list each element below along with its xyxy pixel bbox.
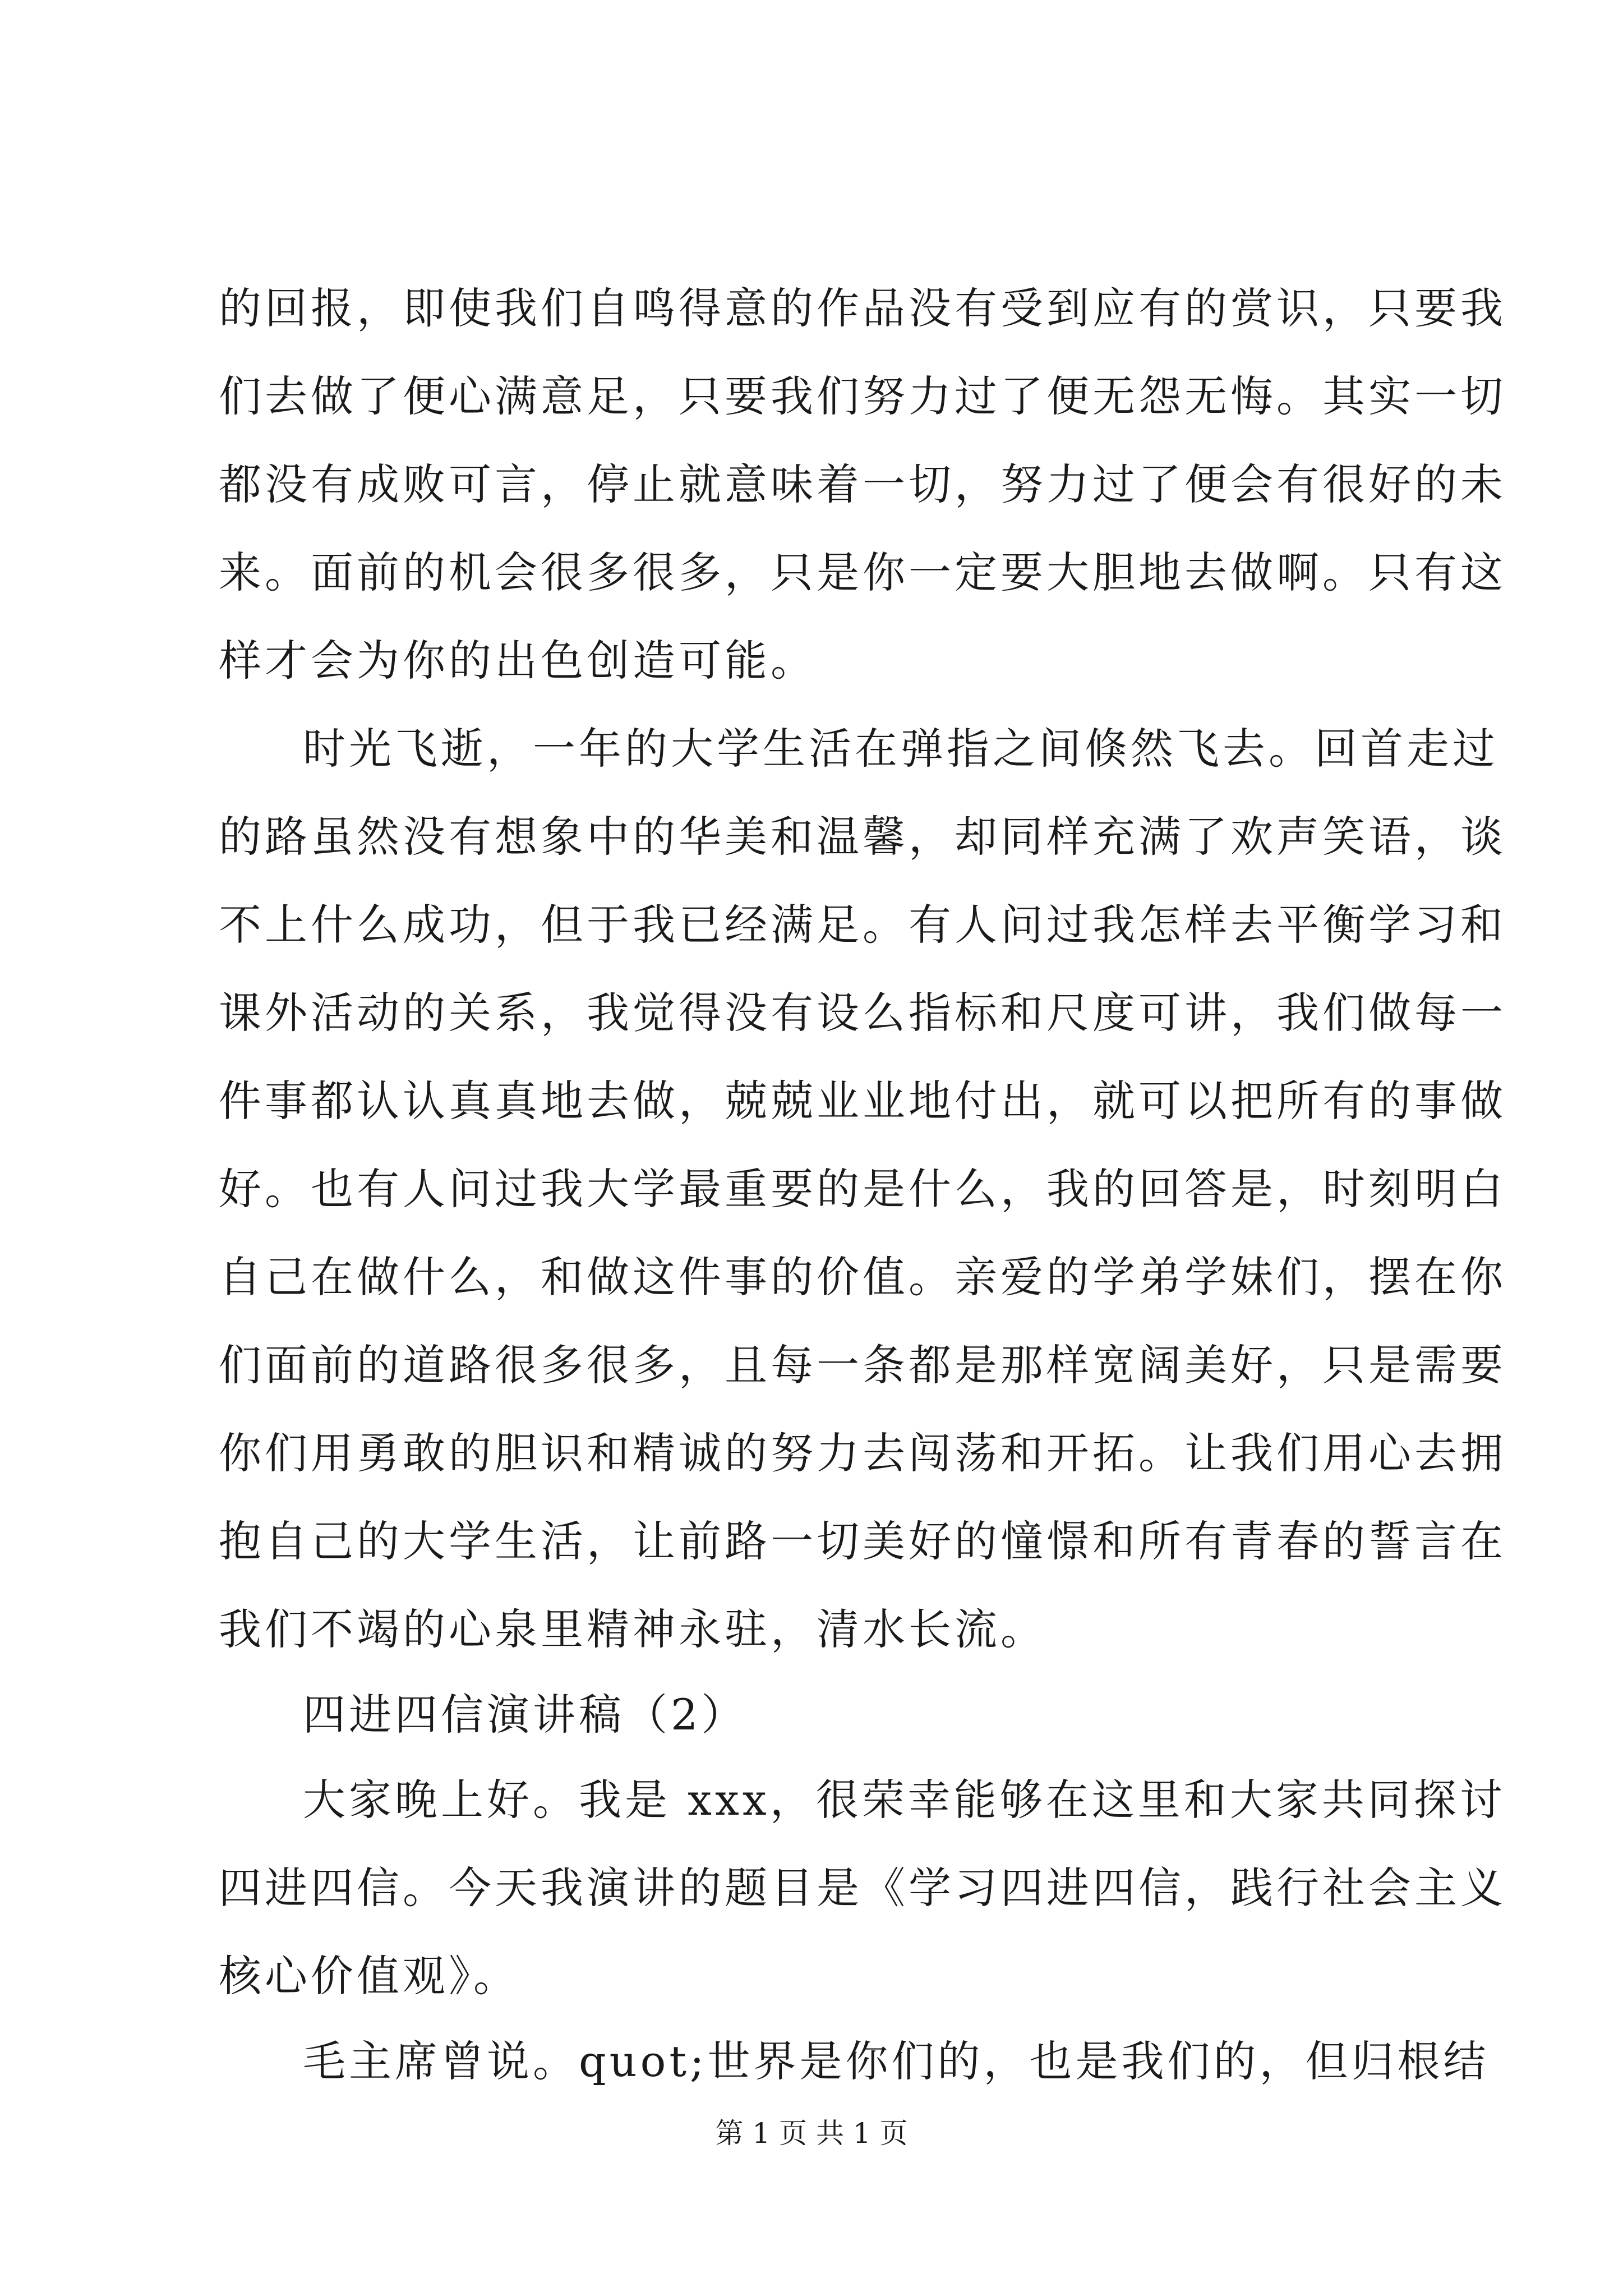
- text-line: 抱自己的大学生活，让前路一切美好的憧憬和所有青春的誓言在: [219, 1516, 1506, 1566]
- text-line: 课外活动的关系，我觉得没有设么指标和尺度可讲，我们做每一: [219, 988, 1506, 1038]
- text-line: 好。也有人问过我大学最重要的是什么，我的回答是，时刻明白: [219, 1164, 1506, 1214]
- text-line: 不上什么成功，但于我已经满足。有人问过我怎样去平衡学习和: [219, 900, 1506, 950]
- text-line: 自己在做什么，和做这件事的价值。亲爱的学弟学妹们，摆在你: [219, 1252, 1506, 1302]
- page-footer: 第 1 页 共 1 页: [715, 2117, 908, 2150]
- section-heading: 四进四信演讲稿（2）: [303, 1690, 748, 1740]
- paragraph-first-line: 时光飞逝，一年的大学生活在弹指之间倏然飞去。回首走过: [303, 724, 1498, 774]
- paragraph-first-line: 毛主席曾说。quot;世界是你们的，也是我们的，但归根结: [303, 2036, 1490, 2086]
- text-line: 样才会为你的出色创造可能。: [219, 636, 817, 685]
- text-line: 们去做了便心满意足，只要我们努力过了便无怨无悔。其实一切: [219, 371, 1506, 421]
- text-line: 你们用勇敢的胆识和精诚的努力去闯荡和开拓。让我们用心去拥: [219, 1428, 1506, 1478]
- text-line: 我们不竭的心泉里精神永驻，清水长流。: [219, 1604, 1046, 1654]
- text-line: 核心价值观》。: [219, 1951, 519, 2001]
- text-line: 的路虽然没有想象中的华美和温馨，却同样充满了欢声笑语，谈: [219, 812, 1506, 862]
- text-line: 四进四信。今天我演讲的题目是《学习四进四信，践行社会主义: [219, 1863, 1506, 1913]
- paragraph-first-line: 大家晚上好。我是 xxx，很荣幸能够在这里和大家共同探讨: [303, 1775, 1506, 1825]
- text-line: 来。面前的机会很多很多，只是你一定要大胆地去做啊。只有这: [219, 547, 1506, 597]
- text-line: 件事都认认真真地去做，兢兢业业地付出，就可以把所有的事做: [219, 1076, 1506, 1126]
- text-line: 们面前的道路很多很多，且每一条都是那样宽阔美好，只是需要: [219, 1340, 1506, 1390]
- text-line: 都没有成败可言，停止就意味着一切，努力过了便会有很好的未: [219, 459, 1506, 509]
- text-line: 的回报，即使我们自鸣得意的作品没有受到应有的赏识，只要我: [219, 283, 1506, 333]
